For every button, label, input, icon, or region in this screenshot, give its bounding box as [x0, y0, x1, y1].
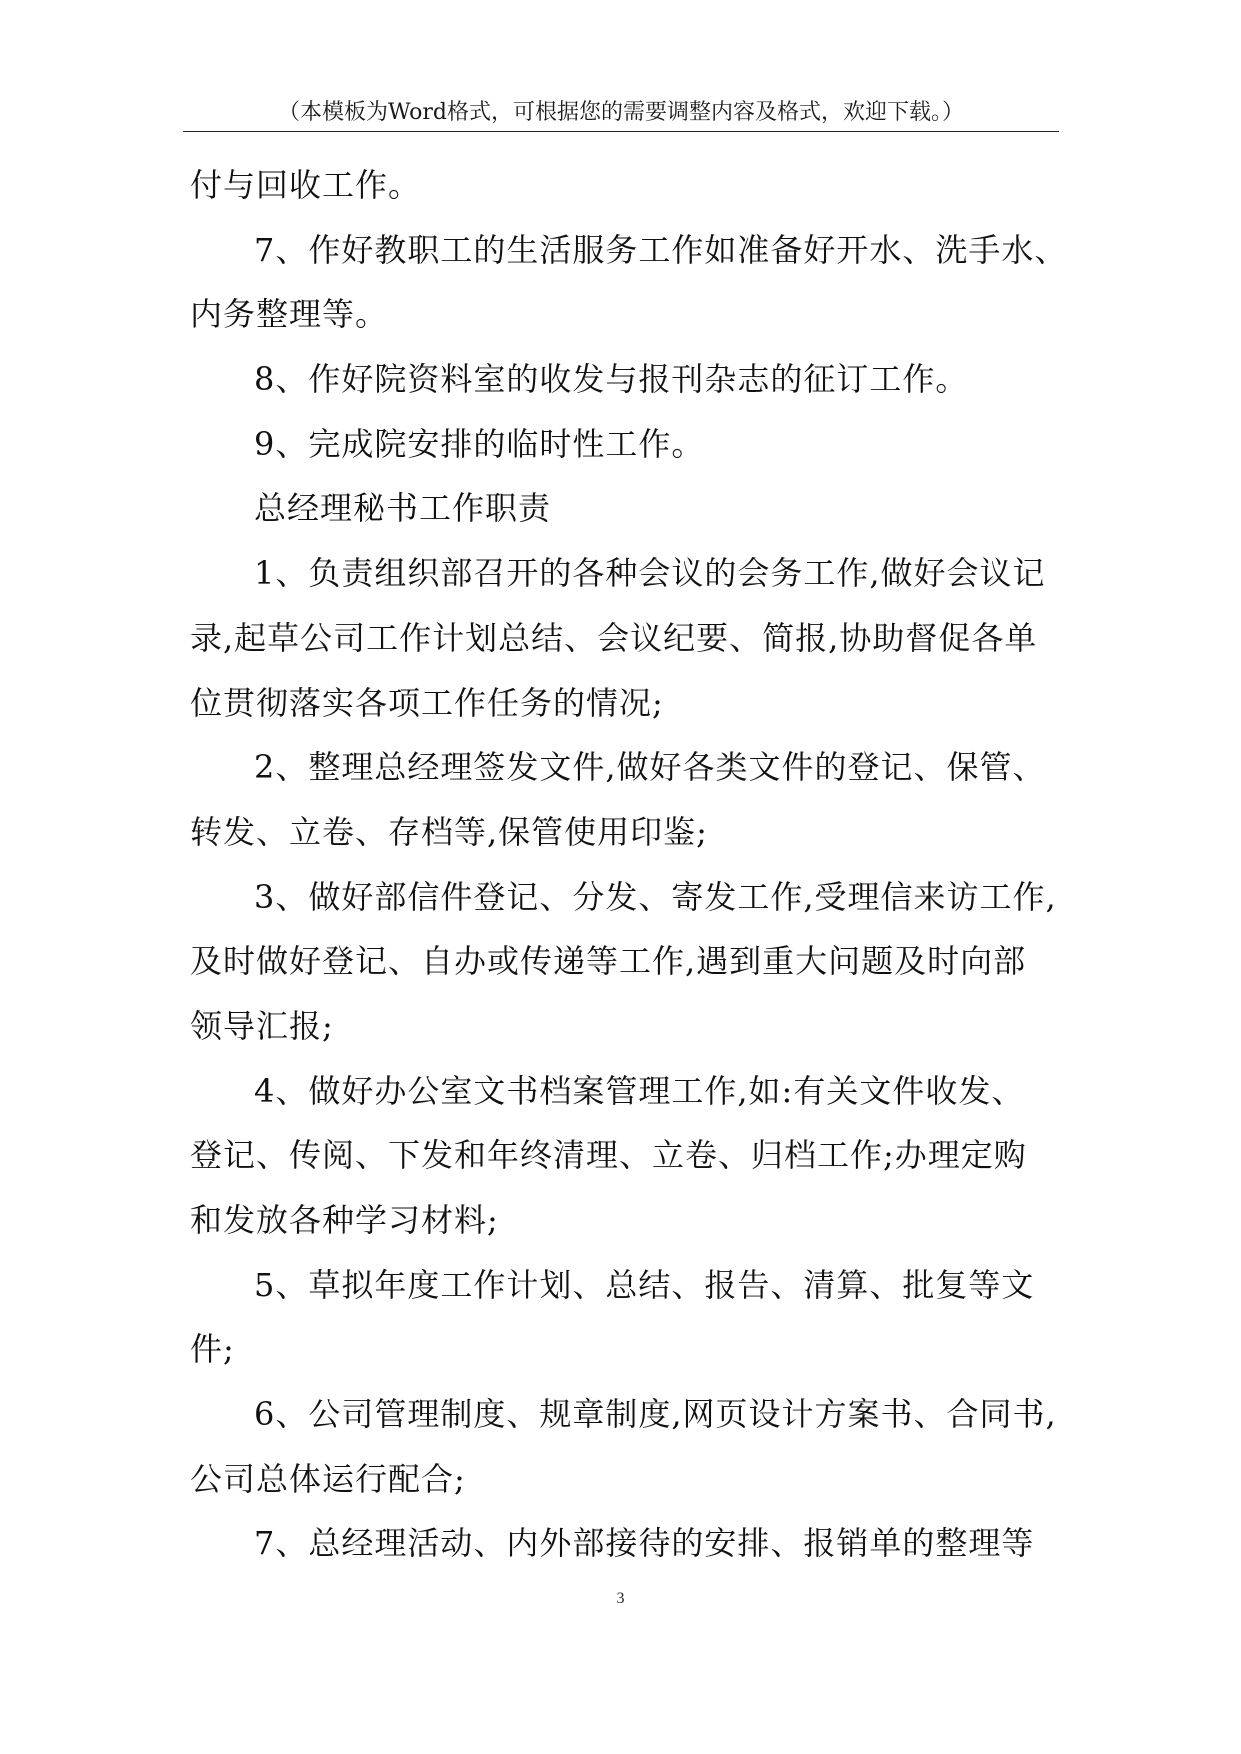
- text-line: 件;: [190, 1330, 235, 1369]
- header-divider: [183, 131, 1059, 132]
- page-number: 3: [616, 1590, 625, 1607]
- header-note: （本模板为Word格式，可根据您的需要调整内容及格式，欢迎下载。）: [278, 100, 964, 125]
- text-line: 8、作好院资料室的收发与报刊杂志的征订工作。: [254, 360, 969, 399]
- text-line: 4、做好办公室文书档案管理工作,如:有关文件收发、: [254, 1071, 1025, 1110]
- text-line: 7、总经理活动、内外部接待的安排、报销单的整理等: [254, 1524, 1035, 1563]
- text-line: 总经理秘书工作职责: [254, 489, 552, 528]
- text-line: 1、负责组织部召开的各种会议的会务工作,做好会议记: [254, 554, 1046, 593]
- text-line: 及时做好登记、自办或传递等工作,遇到重大问题及时向部: [190, 942, 1027, 981]
- text-line: 领导汇报;: [190, 1006, 334, 1045]
- text-line: 登记、传阅、下发和年终清理、立卷、归档工作;办理定购: [190, 1136, 1027, 1175]
- text-line: 7、作好教职工的生活服务工作如准备好开水、洗手水、: [254, 230, 1068, 269]
- document-body: [190, 153, 1068, 1576]
- text-line: 转发、立卷、存档等,保管使用印鉴;: [190, 812, 708, 851]
- text-line: 录,起草公司工作计划总结、会议纪要、简报,协助督促各单: [190, 618, 1038, 657]
- text-line: 3、做好部信件登记、分发、寄发工作,受理信来访工作,: [254, 877, 1057, 916]
- text-line: 5、草拟年度工作计划、总结、报告、清算、批复等文: [254, 1265, 1035, 1304]
- text-line: 6、公司管理制度、规章制度,网页设计方案书、合同书,: [254, 1395, 1057, 1434]
- text-line: 公司总体运行配合;: [190, 1459, 466, 1498]
- text-line: 付与回收工作。: [190, 166, 422, 204]
- text-line: 位贯彻落实各项工作任务的情况;: [190, 683, 664, 722]
- text-line: 2、整理总经理签发文件,做好各类文件的登记、保管、: [254, 748, 1046, 787]
- text-line: 和发放各种学习材料;: [190, 1201, 499, 1239]
- text-line: 9、完成院安排的临时性工作。: [254, 424, 705, 463]
- text-line: 内务整理等。: [190, 295, 389, 334]
